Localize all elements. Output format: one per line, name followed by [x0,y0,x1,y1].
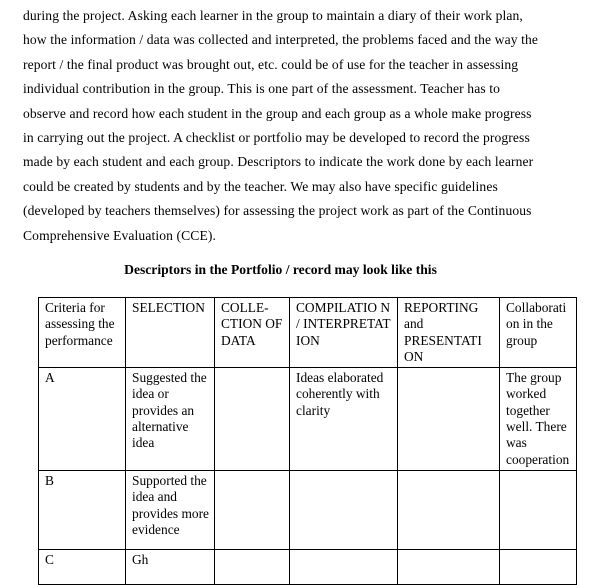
table-heading: Descriptors in the Portfolio / record may look like this [124,262,437,277]
table-cell [215,368,290,471]
table-header-row [39,298,577,368]
header-collaboration: Collaborati on in the group [500,298,577,368]
paragraph-line: Comprehensive Evaluation (CCE). [23,227,216,243]
table-cell [398,549,500,584]
paragraph-line: in carrying out the project. A checklist or portfolio may be developed to record the progress [23,130,530,146]
table-cell: B [39,470,126,549]
table-cell [290,549,398,584]
portfolio-table [38,297,577,585]
paragraph-line: how the information / data was collected and interpreted, the problems faced and the way the [23,32,539,48]
table-cell [500,470,577,549]
table-cell: Supported the idea and provides more evidence [126,470,215,549]
paragraph-line: (developed by teachers themselves) for assessing the project work as part of the Continuous [23,203,532,219]
paragraph-line: report / the final product was brought out, etc. could be of use for the teacher in assessing [23,56,519,72]
header-reporting: REPORTING and PRESENTATI ON [398,298,500,368]
table-cell [500,549,577,584]
header-collection: COLLE-CTION OF DATA [215,298,290,368]
table-cell: The group worked together well. There was cooperation [500,368,577,471]
paragraph-line: individual contribution in the group. This is one part of the assessment. Teacher has to [23,81,500,97]
table-cell [398,470,500,549]
table-row [39,368,577,471]
table-cell: C [39,549,126,584]
paragraph-line: made by each student and each group. Descriptors to indicate the work done by each learner [23,154,534,170]
body-paragraph [23,4,563,248]
paragraph-line: during the project. Asking each learner in the group to maintain a diary of their work plan, [23,8,523,23]
paragraph-line: could be created by students and by the teacher. We may also have specific guidelines [23,178,498,194]
table-cell [215,470,290,549]
paragraph-line: observe and record how each student in the group and each group as a whole make progress [23,105,532,121]
table-cell [398,368,500,471]
header-selection: SELECTION [126,298,215,368]
header-criteria: Criteria for assessing the performance [39,298,126,368]
table-cell: Ideas elaborated coherently with clarity [290,368,398,471]
table-row [39,470,577,549]
table-row [39,549,577,584]
header-compilation: COMPILATIO N / INTERPRETAT ION [290,298,398,368]
table-cell: A [39,368,126,471]
table-cell [290,470,398,549]
table-cell: Gh [126,549,215,584]
table-cell [215,549,290,584]
table-cell: Suggested the idea or provides an alternative idea [126,368,215,471]
